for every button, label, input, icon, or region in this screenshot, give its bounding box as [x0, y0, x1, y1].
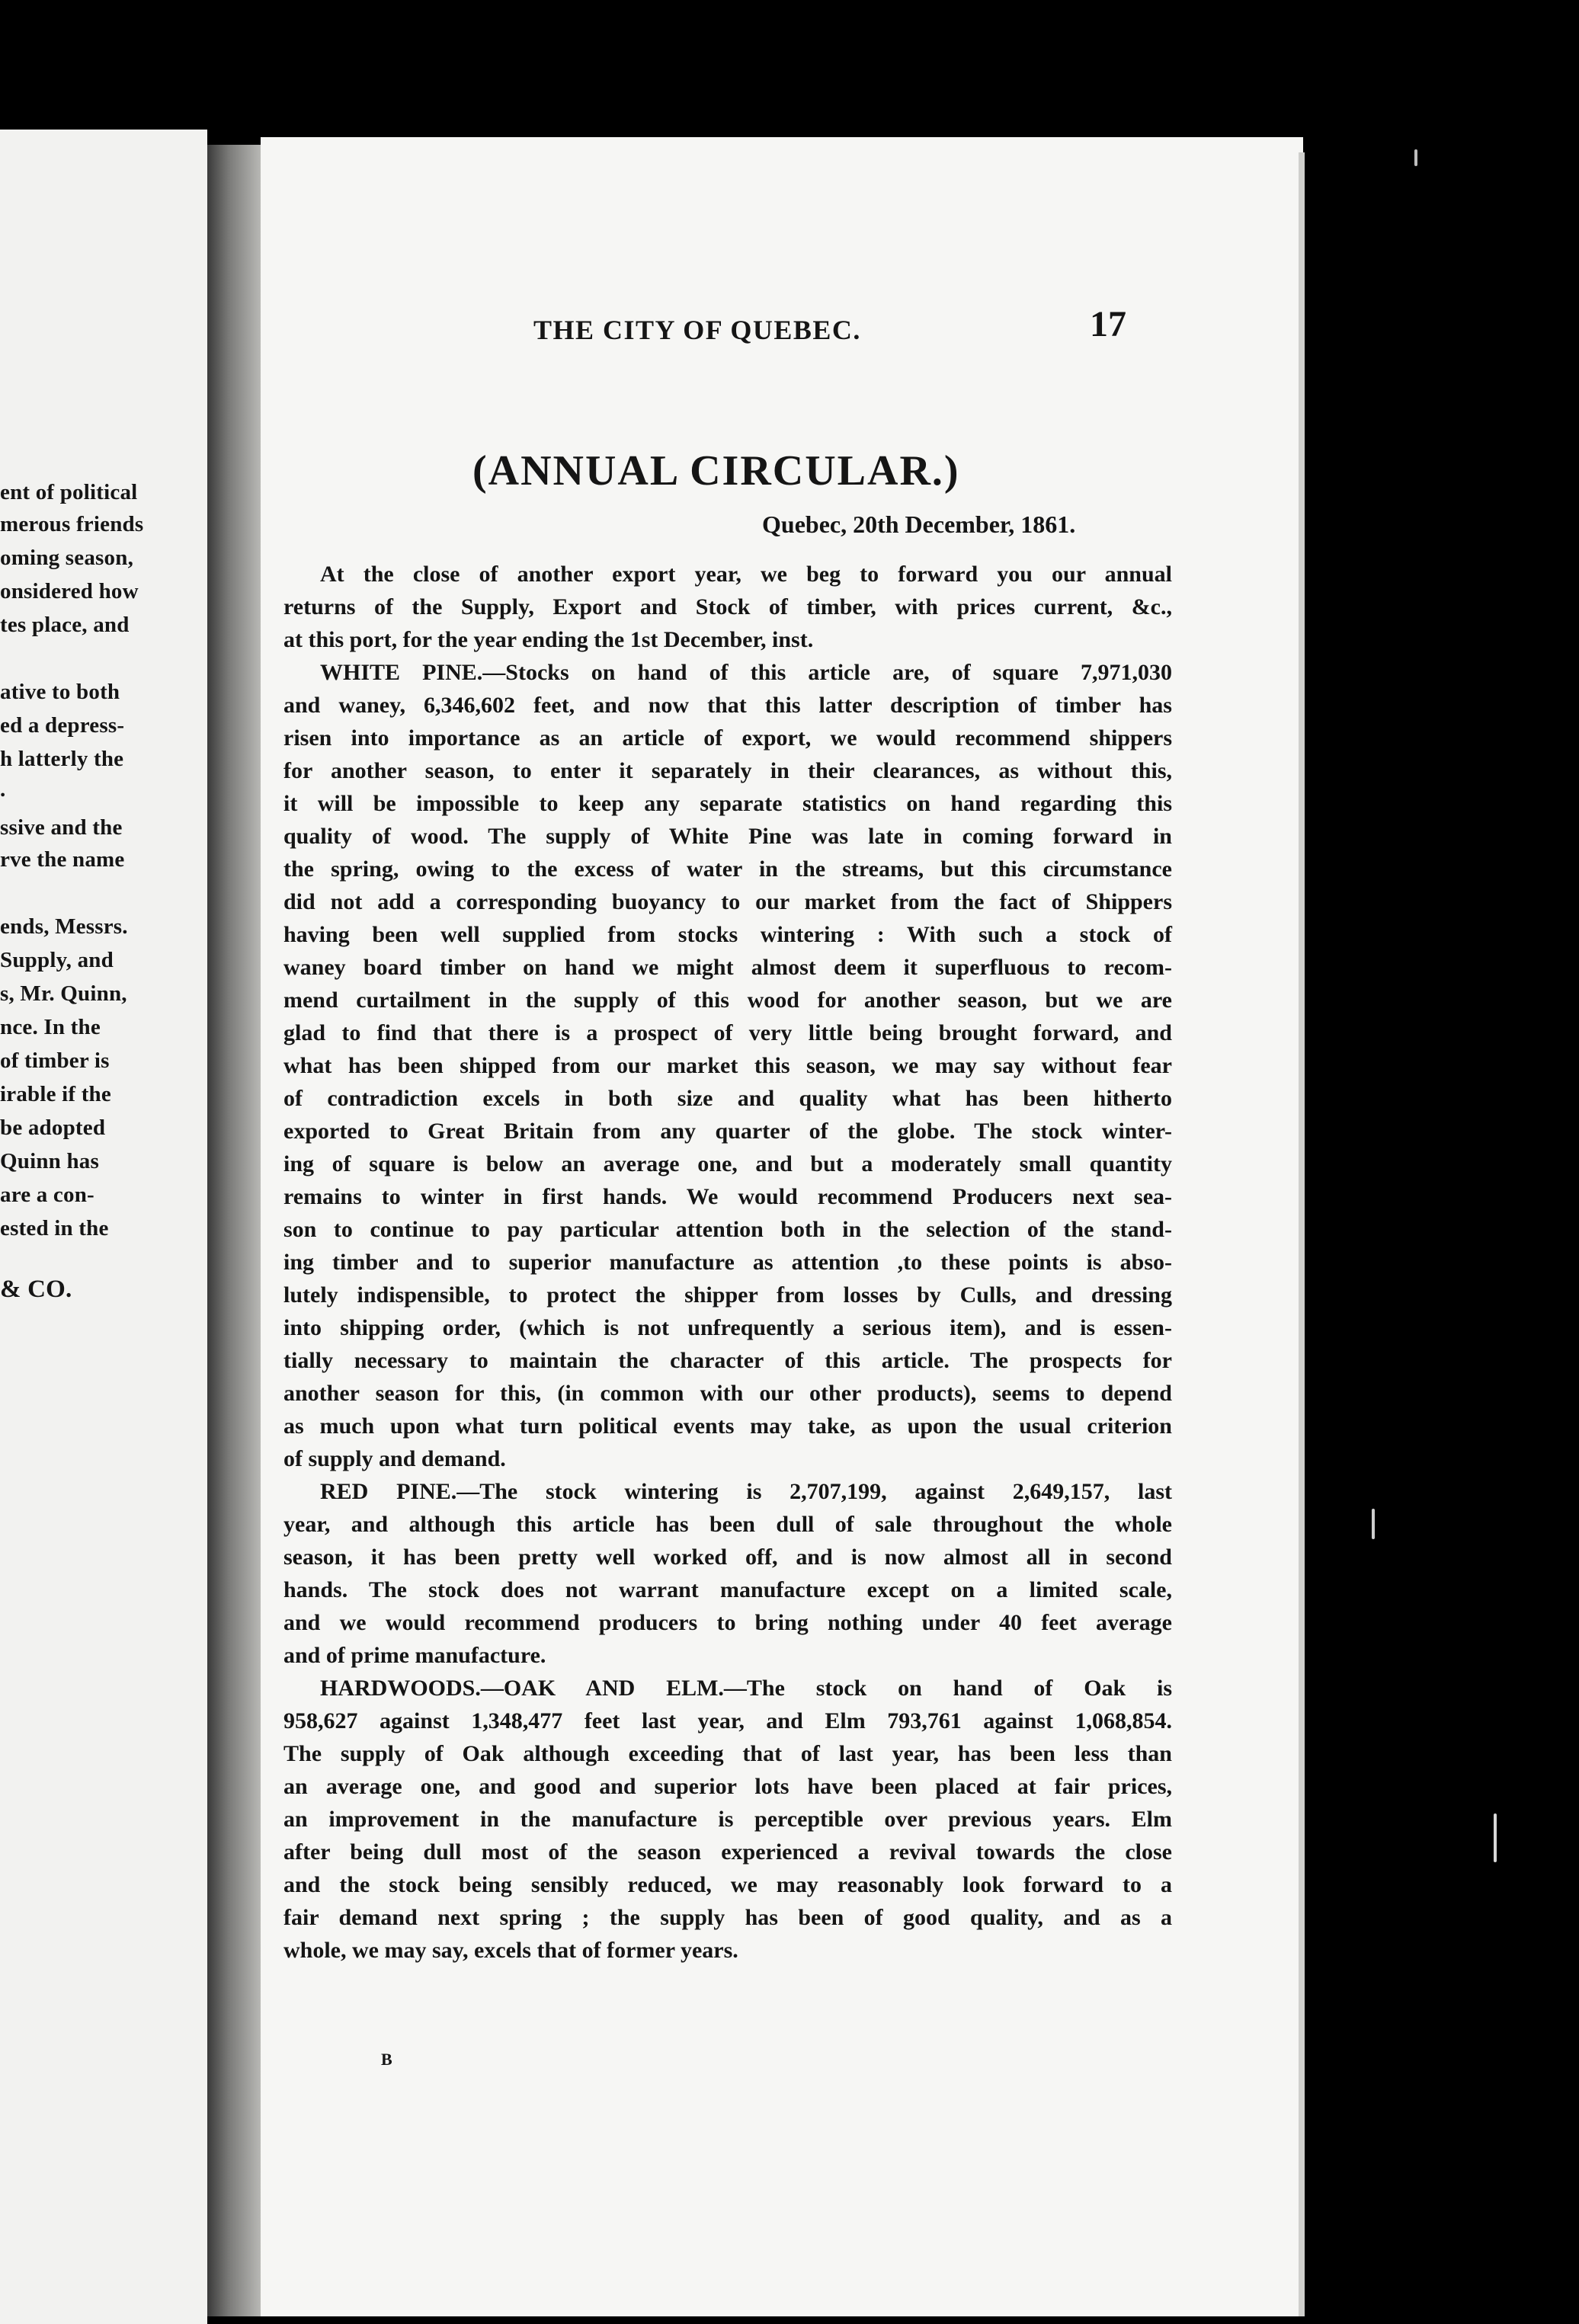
- text-line: and waney, 6,346,602 feet, and now that this latter description of timber has: [283, 693, 1172, 718]
- left-page-text: rve the name: [0, 847, 125, 872]
- text-line: for another season, to enter it separately in their clearances, as without this,: [283, 758, 1172, 783]
- page-number: 17: [1090, 304, 1126, 344]
- text-line: risen into importance as an article of export, we would recommend shippers: [283, 725, 1172, 751]
- left-page-text: ends, Messrs.: [0, 914, 128, 939]
- page-title: (ANNUAL CIRCULAR.): [472, 447, 960, 495]
- text-line: at this port, for the year ending the 1st December, inst.: [283, 627, 814, 652]
- left-page-text: h latterly the: [0, 747, 124, 771]
- left-page-text: ative to both: [0, 680, 120, 704]
- text-line: of contradiction excels in both size and quality what has been hitherto: [283, 1086, 1172, 1111]
- dateline: Quebec, 20th December, 1861.: [762, 511, 1076, 538]
- left-page-text: ent of political: [0, 480, 138, 504]
- text-line: and we would recommend producers to bring nothing under 40 feet average: [283, 1610, 1172, 1635]
- text-line: hands. The stock does not warrant manufacture except on a limited scale,: [283, 1577, 1172, 1602]
- text-line: did not add a corresponding buoyancy to our market from the fact of Shippers: [283, 889, 1172, 914]
- scan-artifact: [1414, 149, 1417, 166]
- scan-artifact: [1372, 1509, 1375, 1539]
- text-line: and the stock being sensibly reduced, we may reasonably look forward to a: [283, 1872, 1172, 1897]
- left-facing-page: [0, 130, 207, 2324]
- text-line: mend curtailment in the supply of this wood for another season, but we are: [283, 988, 1172, 1013]
- page-edge: [1299, 152, 1305, 2316]
- text-line: 958,627 against 1,348,477 feet last year, and Elm 793,761 against 1,068,854.: [283, 1708, 1172, 1733]
- text-line: having been well supplied from stocks wintering : With such a stock of: [283, 922, 1172, 947]
- left-page-text: tes place, and: [0, 613, 130, 637]
- text-line: exported to Great Britain from any quarter of the globe. The stock winter-: [283, 1119, 1172, 1144]
- scan-artifact: [1494, 1813, 1497, 1862]
- signature-mark: B: [381, 2050, 392, 2069]
- text-line: returns of the Supply, Export and Stock of timber, with prices current, &c.,: [283, 594, 1172, 619]
- text-line: into shipping order, (which is not unfrequently a serious item), and is essen-: [283, 1315, 1172, 1340]
- running-head: THE CITY OF QUEBEC.: [533, 315, 861, 345]
- text-line: fair demand next spring ; the supply has been of good quality, and as a: [283, 1905, 1172, 1930]
- text-line: year, and although this article has been dull of sale throughout the whole: [283, 1512, 1172, 1537]
- text-line: RED PINE.—The stock wintering is 2,707,199, against 2,649,157, last: [320, 1479, 1172, 1504]
- left-page-text: oming season,: [0, 546, 134, 570]
- text-line: quality of wood. The supply of White Pine was late in coming forward in: [283, 824, 1172, 849]
- text-line: and of prime manufacture.: [283, 1643, 546, 1668]
- text-line: an average one, and good and superior lots have been placed at fair prices,: [283, 1774, 1172, 1799]
- text-line: ing of square is below an average one, and but a moderately small quantity: [283, 1151, 1172, 1176]
- text-line: remains to winter in first hands. We would recommend Producers next sea-: [283, 1184, 1172, 1209]
- left-page-text: nce. In the: [0, 1015, 101, 1039]
- text-line: after being dull most of the season experienced a revival towards the close: [283, 1839, 1172, 1865]
- text-line: another season for this, (in common with our other products), seems to depend: [283, 1381, 1172, 1406]
- text-line: the spring, owing to the excess of water in the streams, but this circumstance: [283, 856, 1172, 882]
- text-line: HARDWOODS.—OAK AND ELM.—The stock on hand of Oak is: [320, 1676, 1172, 1701]
- left-page-text: are a con-: [0, 1183, 94, 1207]
- text-line: waney board timber on hand we might almost deem it superfluous to recom-: [283, 955, 1172, 980]
- text-line: tially necessary to maintain the character of this article. The prospects for: [283, 1348, 1172, 1373]
- text-line: glad to find that there is a prospect of very little being brought forward, and: [283, 1020, 1172, 1045]
- text-line: The supply of Oak although exceeding that of last year, has been less than: [283, 1741, 1172, 1766]
- text-line: lutely indispensible, to protect the shipper from losses by Culls, and dressing: [283, 1282, 1172, 1308]
- left-page-text: onsidered how: [0, 579, 139, 603]
- left-page-text: ssive and the: [0, 815, 123, 840]
- text-line: At the close of another export year, we beg to forward you our annual: [320, 562, 1172, 587]
- left-page-text: be adopted: [0, 1116, 106, 1140]
- left-page-text: irable if the: [0, 1082, 111, 1106]
- left-page-text: .: [0, 777, 6, 802]
- left-page-text: merous friends: [0, 512, 144, 536]
- text-line: whole, we may say, excels that of former years.: [283, 1938, 738, 1963]
- left-page-text: & CO.: [0, 1276, 72, 1303]
- text-line: as much upon what turn political events may take, as upon the usual criterion: [283, 1413, 1172, 1439]
- left-page-text: s, Mr. Quinn,: [0, 981, 127, 1006]
- left-page-text: ested in the: [0, 1216, 109, 1240]
- text-line: it will be impossible to keep any separate statistics on hand regarding this: [283, 791, 1172, 816]
- left-page-text: of timber is: [0, 1048, 110, 1073]
- text-line: WHITE PINE.—Stocks on hand of this article are, of square 7,971,030: [320, 660, 1172, 685]
- book-gutter: [207, 145, 261, 2316]
- text-line: ing timber and to superior manufacture as attention ,to these points is abso-: [283, 1250, 1172, 1275]
- text-line: what has been shipped from our market this season, we may say without fear: [283, 1053, 1172, 1078]
- left-page-text: Quinn has: [0, 1149, 99, 1173]
- text-line: an improvement in the manufacture is perceptible over previous years. Elm: [283, 1807, 1172, 1832]
- text-line: son to continue to pay particular attention both in the selection of the stand-: [283, 1217, 1172, 1242]
- left-page-text: ed a depress-: [0, 713, 125, 738]
- left-page-text: Supply, and: [0, 948, 114, 972]
- text-line: of supply and demand.: [283, 1446, 506, 1471]
- text-line: season, it has been pretty well worked off, and is now almost all in second: [283, 1545, 1172, 1570]
